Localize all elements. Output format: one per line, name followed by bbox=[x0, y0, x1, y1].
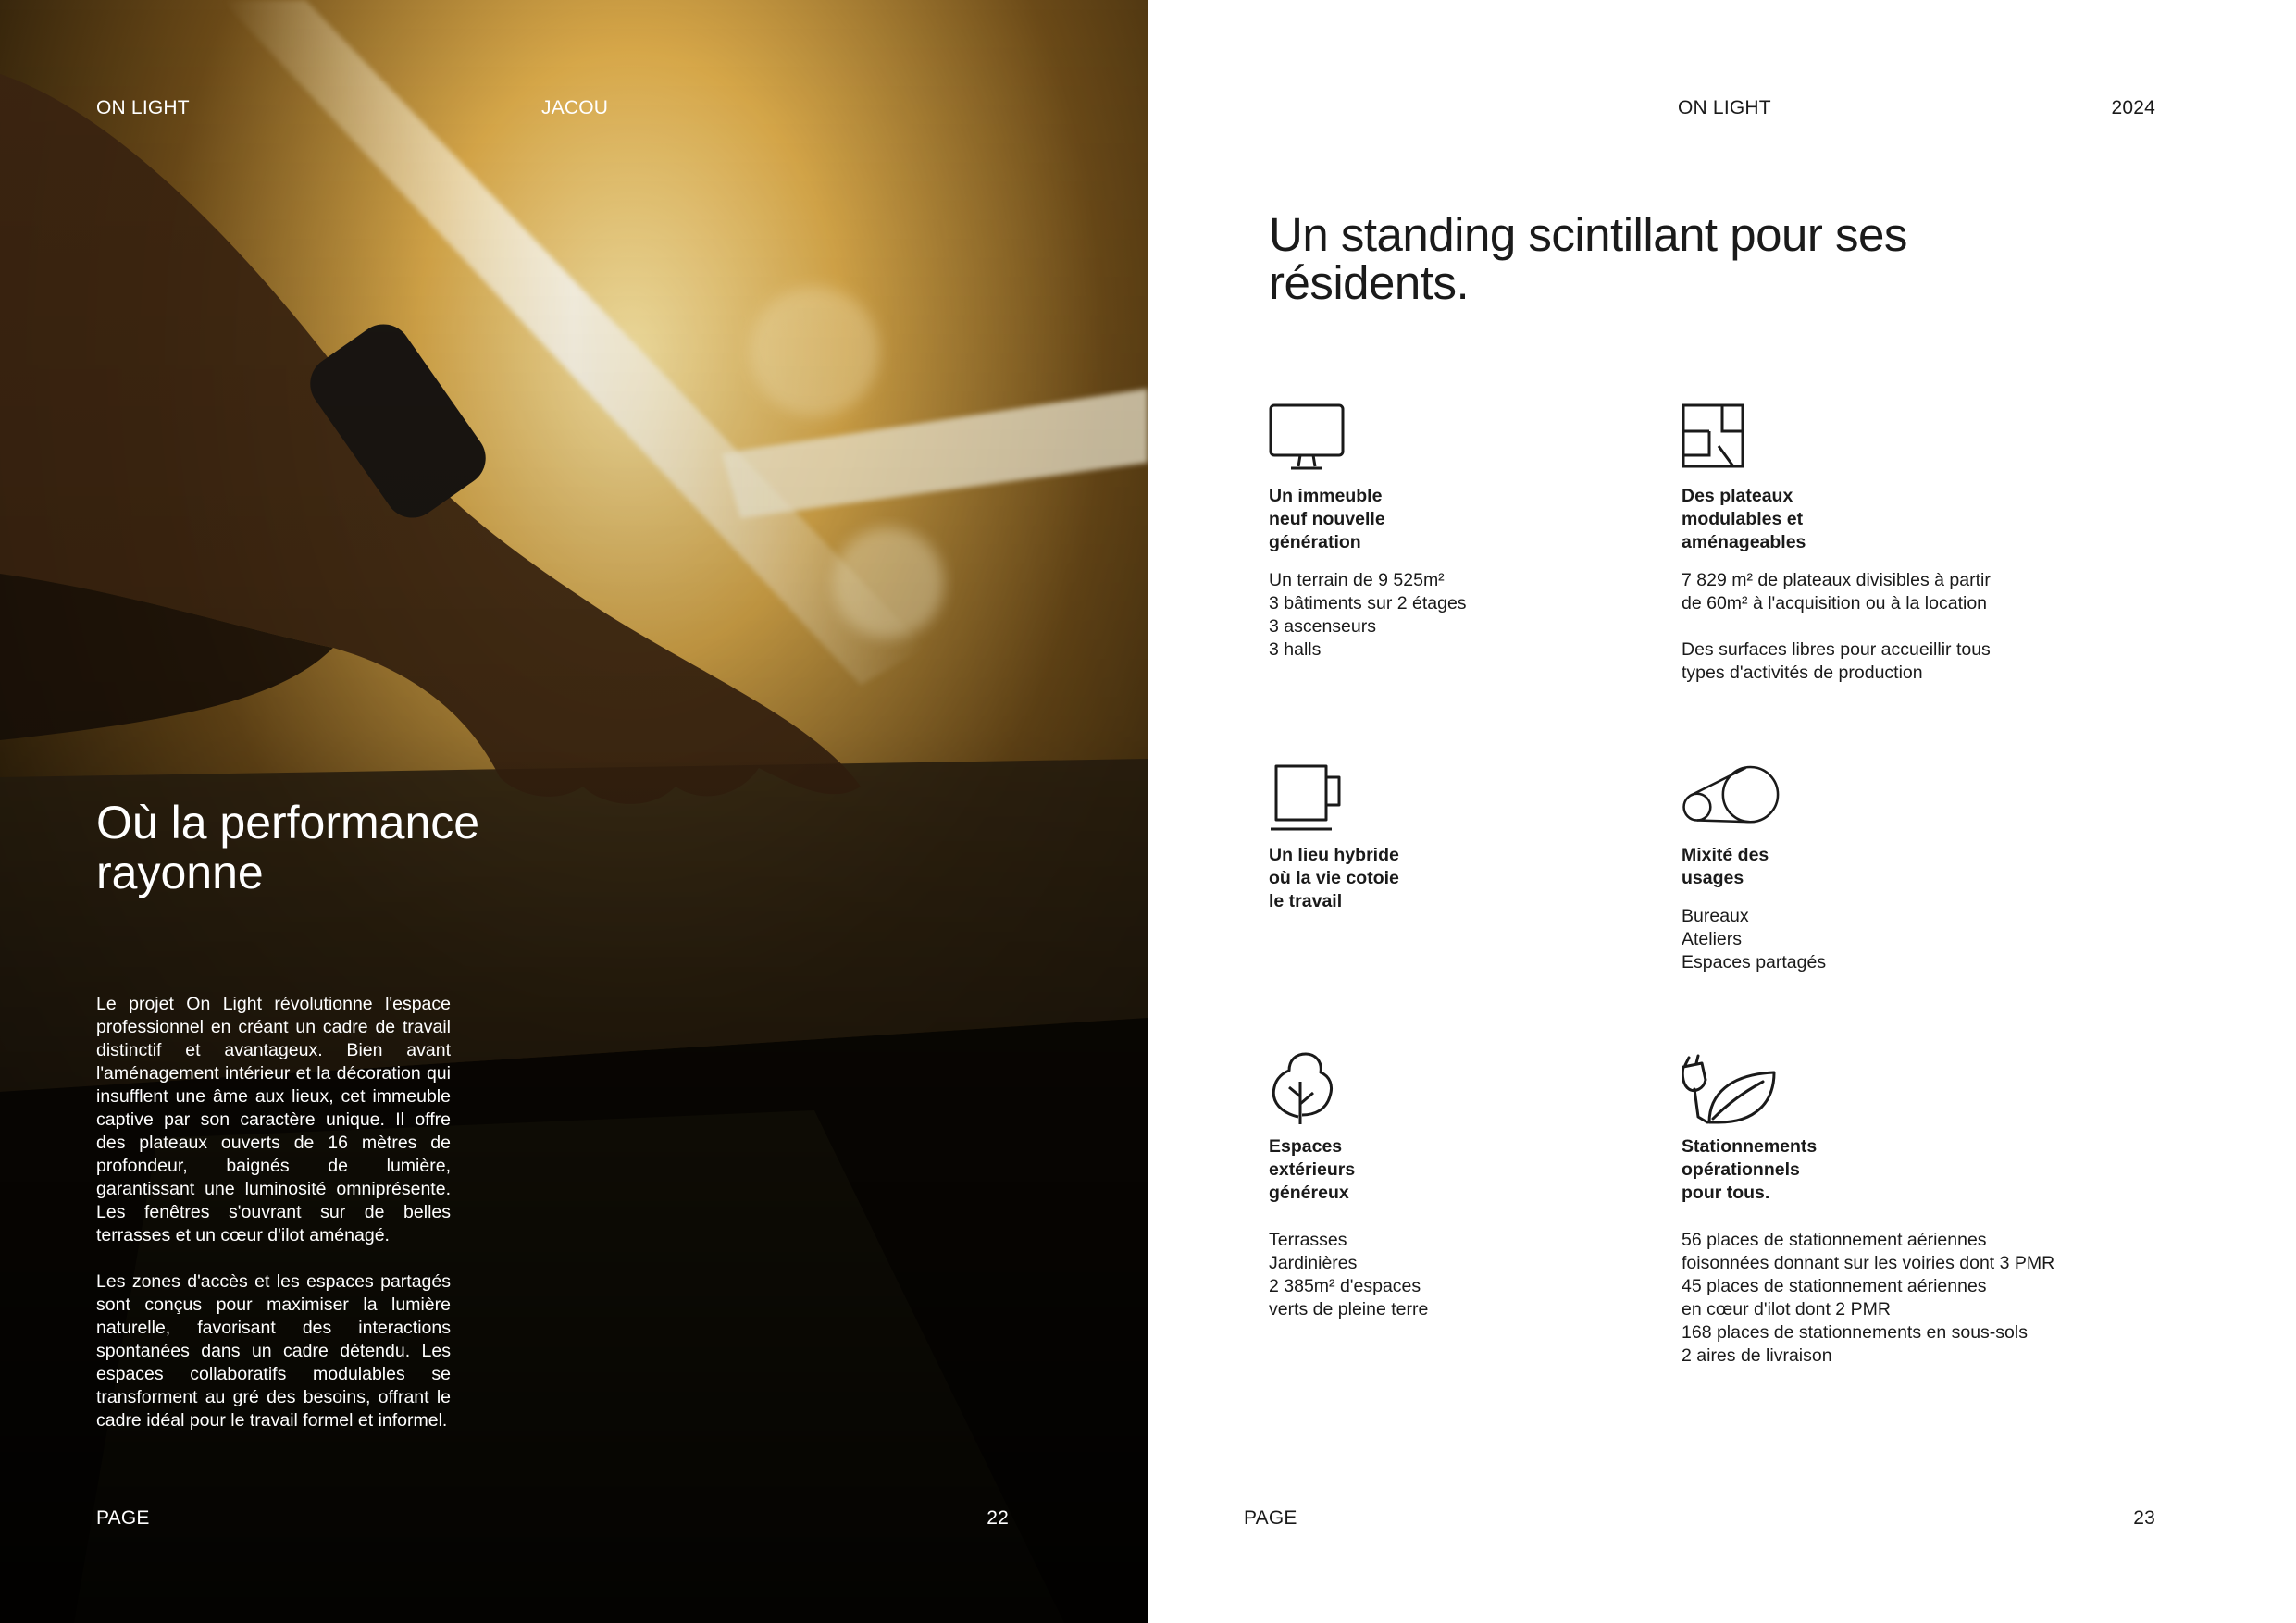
floor-plan-icon bbox=[1682, 402, 1783, 476]
feature-floors bbox=[1682, 402, 2107, 685]
belt-pulley-icon bbox=[1682, 761, 1783, 835]
feature-title: Des plateaux modulables et aménageables bbox=[1682, 486, 1806, 552]
header-brand: ON LIGHT bbox=[96, 97, 190, 118]
footer-page-label: PAGE bbox=[96, 1507, 150, 1529]
page-title: Un standing scintillant pour ses résidents. bbox=[1269, 208, 1907, 309]
feature-title: Un immeuble neuf nouvelle génération bbox=[1269, 486, 1385, 552]
page-number: 22 bbox=[987, 1507, 1009, 1529]
ev-plug-leaf-icon bbox=[1682, 1052, 1783, 1126]
headline: Où la performance rayonne bbox=[96, 797, 480, 898]
feature-description: Bureaux Ateliers Espaces partagés bbox=[1682, 906, 1827, 973]
feature-building bbox=[1269, 402, 1694, 662]
body-text bbox=[96, 993, 451, 1456]
feature-title: Stationnements opérationnels pour tous. bbox=[1682, 1136, 1818, 1203]
feature-title: Un lieu hybride où la vie cotoie le travail bbox=[1269, 845, 1399, 911]
feature-hybrid bbox=[1269, 761, 1694, 928]
header-year: 2024 bbox=[2111, 97, 2155, 118]
feature-title: Mixité des usages bbox=[1682, 845, 1769, 888]
header-city: JACOU bbox=[541, 97, 609, 118]
body-paragraph: Les zones d'accès et les espaces partagés sont conçus pour maximiser la lumière naturelle, favorisant des interactions spontanées dans un cadre détendu. Les espaces collaboratifs modulables se transforment au gré des besoins, offrant le cadre idéal pour le travail formel et informel. bbox=[96, 1271, 451, 1431]
page-number: 23 bbox=[2133, 1507, 2155, 1529]
feature-outdoor bbox=[1269, 1052, 1694, 1321]
feature-description: Terrasses Jardinières 2 385m² d'espaces verts de pleine terre bbox=[1269, 1230, 1429, 1319]
feature-parking bbox=[1682, 1052, 2107, 1368]
feature-description: 7 829 m² de plateaux divisibles à partir de 60m² à l'acquisition ou à la location Des surfaces libres pour accueillir tous types d'activités de production bbox=[1682, 570, 1991, 683]
right-page bbox=[1148, 0, 2296, 1623]
feature-title: Espaces extérieurs généreux bbox=[1269, 1136, 1356, 1203]
feature-description: 56 places de stationnement aériennes foisonnées donnant sur les voiries dont 3 PMR 45 places de stationnement aériennes en cœur d'ilot dont 2 PMR 168 places de stationnements en sous-sols 2 aires de livraison bbox=[1682, 1230, 2055, 1366]
tree-icon bbox=[1269, 1052, 1371, 1126]
feature-mixed-use bbox=[1682, 761, 2107, 974]
feature-description: Un terrain de 9 525m² 3 bâtiments sur 2 étages 3 ascenseurs 3 halls bbox=[1269, 570, 1467, 660]
mug-icon bbox=[1269, 761, 1371, 835]
footer-page-label: PAGE bbox=[1244, 1507, 1297, 1529]
body-paragraph: Le projet On Light révolutionne l'espace professionnel en créant un cadre de travail distinctif et avantageux. Bien avant l'aménagement intérieur et la décoration qui insufflent une âme aux lieux, cet immeuble captive par son caractère unique. Il offre des plateaux ouverts de 16 mètres de profondeur, baignés de lumière, garantissant une luminosité omniprésente. Les fenêtres s'ouvrant sur de belles terrasses et un cœur d'ilot aménagé. bbox=[96, 994, 451, 1245]
monitor-icon bbox=[1269, 402, 1371, 476]
header-brand: ON LIGHT bbox=[1678, 97, 1771, 118]
